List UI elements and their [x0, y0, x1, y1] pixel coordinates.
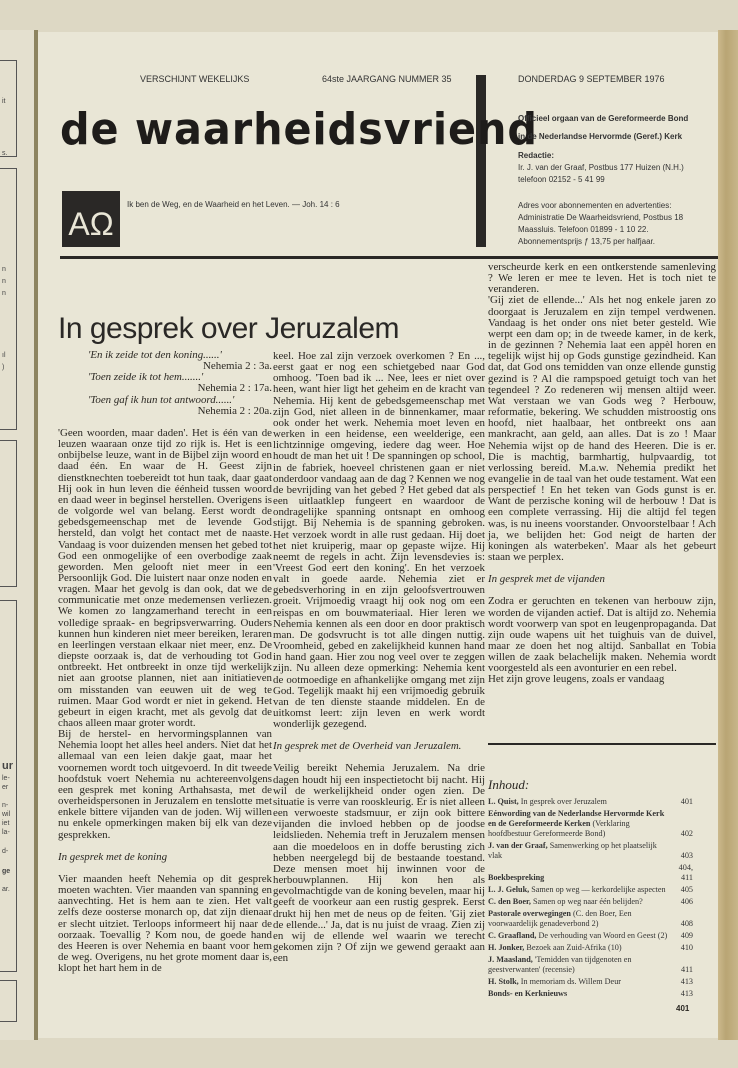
- toc-entry: [488, 873, 671, 883]
- quote-ref: Nehemia 2 : 3a.: [203, 360, 272, 373]
- redactie-phone: telefoon 02152 - 5 41 99: [518, 175, 605, 184]
- motto: Ik ben de Weg, en de Waarheid en het Leven. — Joh. 14 : 6: [127, 200, 340, 209]
- toc-item: [488, 841, 693, 861]
- toc-entry: [488, 943, 671, 953]
- toc-author: Pastorale overwegingen: [488, 909, 571, 918]
- quote: 'En ik zeide tot den koning......': [88, 349, 222, 361]
- toc-entry: [488, 841, 671, 861]
- prev-fragment: la-: [2, 829, 10, 836]
- official-line-1: Officieel orgaan van de Gereformeerde Bond: [518, 114, 689, 123]
- column-1: [58, 350, 272, 974]
- paragraph: Vier maanden heeft Nehemia op dit gesprek moeten wachten. Vier maanden van spanning en aanvechting. Het is hem aan te zien. Het valt zelfs deze oosterse monarch op, dat zijn dienaar er slecht uitziet. Terloops informeert hij naar de oorzaak. Toevallig ? Kom nou, de goede hand des Heeren is over Nehemia en baant voor hem de weg. Overigens, nu het grote moment daar is, klopt het hart hem in de: [58, 872, 272, 975]
- toc-page: 405: [680, 885, 693, 894]
- admin-line: Maassluis. Telefoon 01899 - 1 10 22.: [518, 225, 649, 234]
- toc-entry: [488, 897, 671, 907]
- prev-fragment: ar.: [2, 886, 10, 893]
- publication-info: [518, 110, 688, 248]
- article-title: In gesprek over Jeruzalem: [58, 312, 399, 345]
- toc-entry: [488, 797, 671, 807]
- toc-title: In gesprek over Jeruzalem: [518, 797, 607, 806]
- toc-page: 413: [680, 977, 693, 986]
- toc-title: Samenwerking op het plaatselijk vlak: [488, 841, 657, 860]
- toc-page: 409: [680, 931, 693, 940]
- toc-item: [488, 989, 693, 999]
- admin-line: Administratie De Waarheidsvriend, Postbus 18: [518, 213, 684, 222]
- toc-author: H. Jonker,: [488, 943, 525, 952]
- subheading: In gesprek met de Overheid van Jeruzalem.: [273, 740, 462, 753]
- toc-author: C. Graafland,: [488, 931, 537, 940]
- frequency-label: VERSCHIJNT WEKELIJKS: [140, 74, 250, 84]
- paragraph: Bij de herstel- en hervormingsplannen van Nehemia loopt het alles heel anders. Niet dat het allemaal van een leien dakje gaat, maar het voornemen wordt toch uitgevoerd. In dit tweede hoofdstuk voert Nehemia nu achtereenvolgens een gesprek met koning Arthahsasta, met de overheidspersonen in Jeruzalem en tenslotte met enkele bittere vijanden van de joden. Wij willen nu enkele opmerkingen maken bij elk van deze gesprekken.: [58, 728, 272, 841]
- toc-entry: [488, 885, 671, 895]
- toc-page: 408: [680, 919, 693, 928]
- redactie-address: Ir. J. van der Graaf, Postbus 177 Huizen (N.H.): [518, 163, 684, 172]
- paragraph: Het zijn grove leugens, zoals er vandaag: [488, 673, 665, 686]
- toc-author: Boekbespreking: [488, 873, 545, 882]
- table-of-contents: [488, 797, 693, 1001]
- toc-title: De verhouding van Woord en Geest (2): [536, 931, 668, 940]
- prev-fragment: er: [2, 784, 9, 791]
- issue-date: DONDERDAG 9 SEPTEMBER 1976: [518, 74, 665, 84]
- toc-entry: [488, 931, 671, 941]
- prev-fragment: iet: [2, 820, 10, 827]
- prev-page-box: [0, 440, 17, 587]
- prev-fragment: n: [2, 278, 6, 285]
- toc-item: [488, 797, 693, 807]
- toc-title: (C. den Boer, Een voorwaardelijk genadeverbond 2): [488, 909, 632, 928]
- subheading: In gesprek met de vijanden: [488, 573, 605, 586]
- prev-fragment: ): [2, 364, 5, 371]
- masthead: de waarheidsvriend: [60, 104, 538, 155]
- prev-page-box: [0, 60, 17, 157]
- toc-item: [488, 885, 693, 895]
- quote: 'Toen zeide ik tot hem.......': [88, 371, 204, 384]
- toc-title: Samen op weg naar één belijden?: [530, 897, 643, 906]
- prev-fragment: n-: [2, 802, 9, 809]
- column-rule: [488, 743, 716, 745]
- toc-item: [488, 809, 693, 839]
- prev-fragment: wil: [2, 811, 11, 818]
- toc-title: Bezoek aan Zuid-Afrika (10): [524, 943, 622, 952]
- admin-line: Adres voor abonnementen en advertenties:: [518, 201, 672, 210]
- paragraph: verscheurde kerk en een ontkerstende samenleving ? We leren er mee te leven. Het is toch niet te veranderen.: [488, 261, 716, 296]
- paragraph: 'Gij ziet de ellende...' Als het nog enkele jaren zo doorgaat is Jeruzalem en zijn tempel verdwenen. Vandaag is het onder ons niet beter gesteld. Wie werpt een dam op; in de tweede kamer, in de kerk, in de gezinnen ? Nehemia laat een appèl horen en tegelijk wijst hij op Gods gunstige gezindheid. Kan dat, dat God ons temidden van onze ellende gunstig gezind is ? Al die rampspoed getuigt toch van het tegendeel ? Zo redeneren wij mensen altijd weer. Wat verstaan we van Gods weg ? Herbouw, reformatie, bekering. We schudden mistroostig ons hoofd, niet haalbaar, het ontbreekt ons aan mankracht, aan geld, aan alles. Dat is zo ! Maar Nehemia wijst op de hand des Heeren. Die is er. Die is machtig, barmhartig, hulpvaardig, tot verlossing bereid. M.a.w. Nehemia predikt het evangelie in de taal van het oude testament. Wat een perspectief ! En het teken van Gods gunst is er. Want de perzische koning wil de herbouw ! Dat is een complete verrassing. Hij die altijd fel tegen was, is nu ineens voorstander. Onvoorstelbaar ! Ach ja, we belijden het: God neigt de harten der koningen als waterbeken'. Maar als het gebeurt staan we perplex.: [488, 294, 716, 564]
- toc-title: Samen op weg — kerkordelijke aspecten: [529, 885, 666, 894]
- toc-entry: [488, 909, 671, 929]
- toc-item: [488, 909, 693, 929]
- toc-page: 403: [680, 851, 693, 860]
- prev-page-box: [0, 168, 17, 430]
- prev-fragment: it: [2, 98, 6, 105]
- subheading: In gesprek met de koning: [58, 850, 168, 863]
- prev-fragment: ıl: [2, 352, 6, 359]
- toc-author: J. Maasland,: [488, 955, 533, 964]
- previous-page-edge: [0, 30, 36, 1040]
- prev-fragment: n: [2, 266, 6, 273]
- prev-fragment: d-: [2, 848, 9, 855]
- quote-ref: Nehemia 2 : 17a.: [197, 382, 272, 395]
- prev-page-box: [0, 980, 17, 1022]
- toc-author: L. Quist,: [488, 797, 519, 806]
- column-3: [488, 262, 716, 686]
- quote: 'Toen gaf ik hun tot antwoord......': [88, 393, 235, 406]
- toc-author: Eénwording van de Nederlandse Hervormde Kerk en de Gereformeerde Kerken: [488, 809, 665, 828]
- toc-page: 402: [680, 829, 693, 838]
- toc-item: [488, 943, 693, 953]
- toc-author: L. J. Geluk,: [488, 885, 530, 894]
- prev-fragment: ge: [2, 868, 11, 875]
- toc-entry: [488, 977, 671, 987]
- paragraph: keel. Hoe zal zijn verzoek overkomen ? En ..., eerst gaat er nog een schietgebed naar God omhoog. 'Toen bad ik ... Nee, lees er niet over heen, want hier ligt het geheim en de kracht van Nehemia. Hij kent de gebedsgemeenschap met zijn God, niet alleen in de binnenkamer, maar ook onder het werk. Nehemia moet leven en werken in een heidense, een weelderige, een lichtzinnige omgeving, iedere dag weer. Hoe houdt de man het uit ! De spanningen op school, in de fabriek, hoeveel christenen gaan er niet onderdoor vandaag aan de dag ? Kennen we nog de bevrijding van het gebed ? Het gebed dat als een uitlaatklep fungeert en waardoor de ondragelijke spanning ontsnapt en omhoog stijgt. Bij Nehemia is de spanning gebroken. Het verzoek wordt in alle rust gedaan. Hij doet het niet kruiperig, maar op gepaste wijze. Hij neemt de regels in acht. Zijn levensdevies is: 'Vreest God eert den koning'. En het verzoek valt in goede aarde. Nehemia ziet er gebedsverhoring in en zijn geloofsvertrouwen groeit. Vrijmoedig vraagt hij ook nog om een reispas en om bouwmateriaal. Hier leren we Nehemia kennen als een door en door praktisch man. De godsvrucht is tot alle dingen nuttig. Vroomheid, gebed en zakelijkheid kunnen hand in hand gaan. Hier zou nog veel over te zeggen zijn. Nu alleen deze opmerking: Nehemia kent de ootmoedige en afhankelijke omgang met zijn God. Tegelijk maakt hij een vrijmoedig gebruik van de ten dienste staande middelen. En de uitkomst leert: zijn leven en werk wordt wonderlijk gezegend.: [273, 350, 485, 731]
- toc-page: 406: [680, 897, 693, 906]
- toc-author: H. Stolk,: [488, 977, 519, 986]
- toc-page: 404, 411: [678, 863, 693, 882]
- toc-item: [488, 977, 693, 987]
- toc-author: Bonds- en Kerknieuws: [488, 989, 568, 998]
- redactie-label: Redactie:: [518, 151, 555, 160]
- book-binding: [718, 30, 738, 1040]
- toc-item: [488, 863, 693, 883]
- toc-page: 411: [681, 965, 693, 974]
- toc-title: In memoriam ds. Willem Deur: [518, 977, 622, 986]
- prev-fragment: le-: [2, 775, 10, 782]
- toc-entry: [488, 955, 671, 975]
- toc-item: [488, 897, 693, 907]
- toc-entry: [488, 989, 671, 999]
- toc-page: 413: [680, 989, 693, 998]
- prev-fragment: s.: [2, 150, 8, 157]
- prev-fragment: ur: [2, 760, 13, 772]
- admin-line: Abonnementsprijs ƒ 13,75 per halfjaar.: [518, 237, 655, 246]
- toc-author: J. van der Graaf,: [488, 841, 548, 850]
- official-line-2: in de Nederlandse Hervormde (Geref.) Kerk: [518, 132, 683, 141]
- toc-page: 410: [680, 943, 693, 952]
- toc-heading: Inhoud:: [488, 777, 530, 792]
- paragraph: Zodra er geruchten en tekenen van herbouw zijn, worden de vijanden actief. Dat is altijd zo. Nehemia wordt voorwerp van spot en leugenpropaganda. Dat zijn oude wapens uit het tuighuis van de duivel, maar ze doen het nog altijd. Sanballat en Tobia willen de zaak belachelijk maken. Nehemia wordt voorgesteld als een avonturier en een rebel.: [488, 595, 716, 675]
- header-divider: [476, 75, 486, 247]
- toc-entry: [488, 809, 671, 839]
- page-number: 401: [676, 1004, 690, 1013]
- quote-ref: Nehemia 2 : 20a.: [197, 404, 272, 417]
- prev-fragment: n: [2, 290, 6, 297]
- toc-item: [488, 931, 693, 941]
- header-rule: [60, 256, 718, 259]
- volume-label: 64ste JAARGANG NUMMER 35: [322, 74, 452, 84]
- paragraph: Veilig bereikt Nehemia Jeruzalem. Na drie dagen houdt hij een inspectietocht bij nacht. Hij wil de werkelijkheid onder ogen zien. De situatie is verre van rooskleurig. Er is niet alleen een verwoeste stadsmuur, er zijn ook bittere vijanden die invloed hebben op de joodse leidslieden. Nehemia treft in Jeruzalem mensen aan die moedeloos en in doffe berusting zich hebben neergelegd bij de bestaande toestand. Deze mensen moet hij inwinnen voor de herbouwplannen. Hij kon hen als gevolmachtigde van de koning bevelen, maar hij geeft de voorkeur aan een rustig gesprek. Eerst drukt hij hen met de neus op de feiten. 'Gij ziet de ellende...' Ja, dat is nu juist de vraag. Zien zij en wij de ellende wel waarin we terecht gekomen zijn ? Of zijn we gewend geraakt aan een: [273, 762, 485, 965]
- column-2: [273, 351, 485, 964]
- alpha-omega-logo: AΩ: [62, 191, 120, 247]
- paragraph: 'Geen woorden, maar daden'. Het is één van de leuzen waaraan onze tijd zo rijk is. Het is een onbijbelse leuze, want in de Bijbel zijn woord en daad één. En waar de H. Geest zijn dienstknechten toebereidt tot hun taak, daar gaat Hij ook in hun leven die éénheid tussen woord en daad weer in beginsel herstellen. Overigens is de volgorde wel van belang. Eerst wordt de gebedsgemeenschap met de levende God hersteld, dan volgt het contact met de naaste. Vandaag is voor duizenden mensen het gebed tot God een onmogelijke of een overbodige zaak geworden. Men gelooft niet meer in een Persoonlijk God. Die luistert naar onze noden en vragen. Maar het gevolg is dan ook, dat we de communicatie met onze medemensen verliezen. We komen zo langzamerhand terecht in een volledige spraak- en begripsverwarring. Ouders kunnen hun kinderen niet meer bereiken, leraren en leerlingen verstaan elkaar niet meer, enz. De diepste oorzaak is, dat de verhouding tot God ontbreekt. Het ontbreekt in onze tijd werkelijk niet aan grootse plannen, niet aan initiatieven om misstanden van eeuwen uit de weg te ruimen. Maar God wordt er niet in gekend. Het gebeurt in eigen kracht, met als gevolg dat de chaos alleen maar groter wordt.: [58, 426, 272, 729]
- toc-page: 401: [680, 797, 693, 806]
- toc-title: (Verklaring hoofdbestuur Gereformeerde Bond): [488, 819, 630, 838]
- toc-author: C. den Boer,: [488, 897, 531, 906]
- toc-title: 'Temidden van tijdgenoten en geestverwanten' (recensie): [488, 955, 632, 974]
- toc-item: [488, 955, 693, 975]
